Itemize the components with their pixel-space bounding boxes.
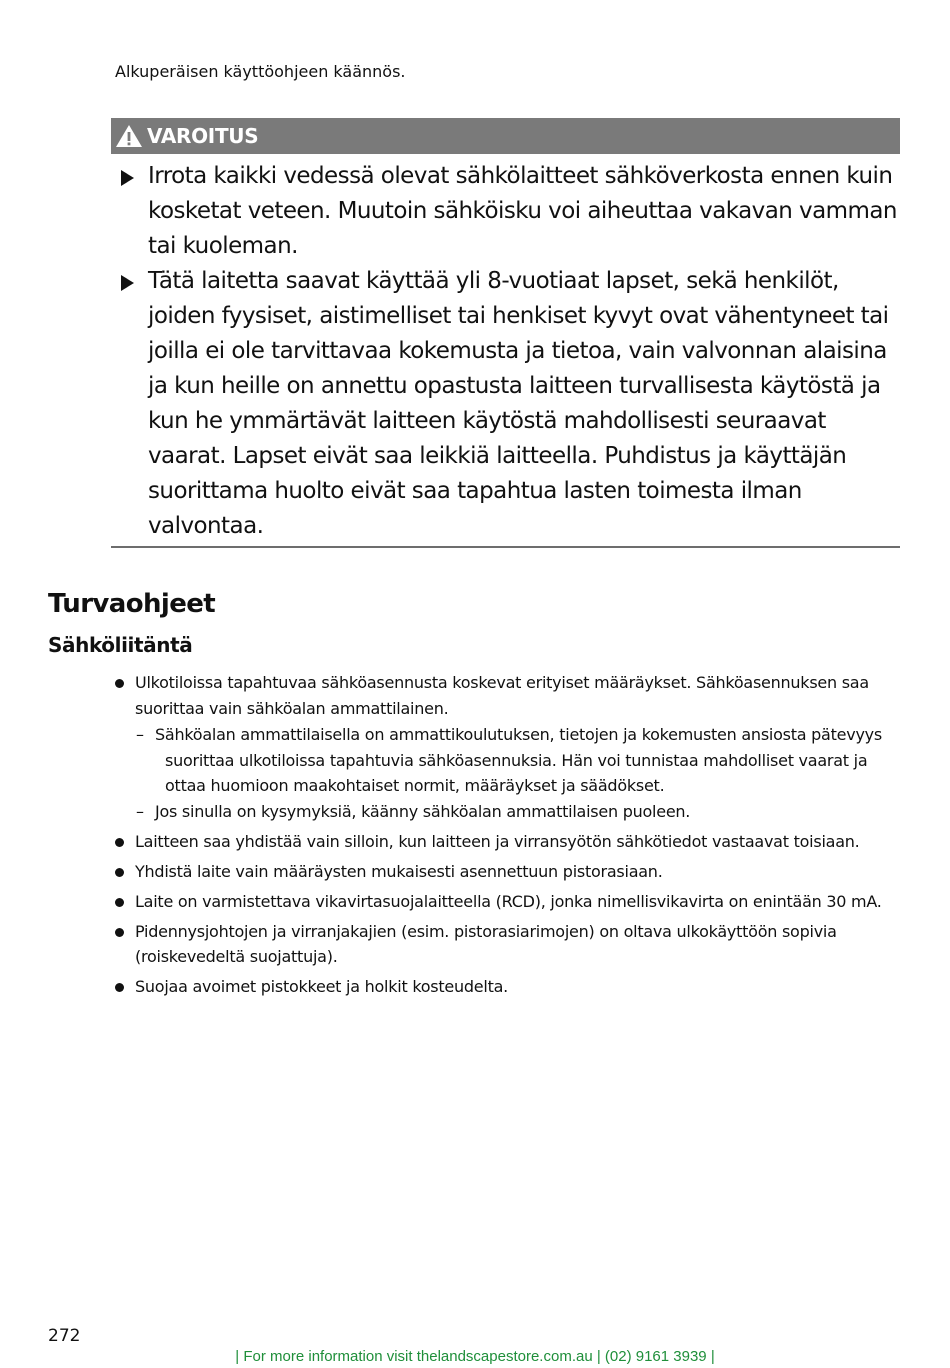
sub-list	[135, 722, 894, 824]
bullet-dot-icon	[115, 679, 124, 688]
list-item-text: Ulkotiloissa tapahtuvaa sähköasennusta koskevat erityiset määräykset. Sähköasennuksen saa suorittaa vain sähköalan ammattilainen.	[135, 673, 869, 718]
dash-icon: –	[136, 801, 144, 821]
triangle-bullet-icon	[121, 275, 134, 291]
list-item-text: Laitteen saa yhdistää vain silloin, kun laitteen ja virransyötön sähkötiedot vastaavat toisiaan.	[135, 831, 860, 851]
warning-item	[111, 264, 900, 544]
list-item-text: Laite on varmistettava vikavirtasuojalaitteella (RCD), jonka nimellisvikavirta on enintään 30 mA.	[135, 891, 882, 911]
list-item	[114, 919, 894, 970]
warning-triangle-icon	[115, 124, 143, 148]
warning-item	[111, 159, 900, 264]
list-item	[114, 974, 894, 1000]
warning-title: VAROITUS	[147, 124, 259, 148]
list-item-text: Suojaa avoimet pistokkeet ja holkit kosteudelta.	[135, 977, 508, 996]
list-item-text: Yhdistä laite vain määräysten mukaisesti asennettuun pistorasiaan.	[135, 861, 663, 881]
footer-info-link[interactable]: | For more information visit thelandscapestore.com.au | (02) 9161 3939 |	[235, 1348, 715, 1365]
warning-list	[111, 154, 900, 544]
sub-list-item-text: Jos sinulla on kysymyksiä, käänny sähköalan ammattilaisen puoleen.	[155, 801, 691, 821]
list-item-text: Pidennysjohtojen ja virranjakajien (esim. pistorasiarimojen) on oltava ulkokäyttöön sopivia (roiskevedeltä suojattuja).	[135, 921, 837, 966]
section-subtitle: Sähköliitäntä	[48, 633, 193, 657]
page-number: 272	[48, 1326, 81, 1346]
warning-header	[111, 118, 900, 154]
list-item	[114, 889, 894, 915]
warning-item-text: Irrota kaikki vedessä olevat sähkölaitteet sähköverkosta ennen kuin kosketat veteen. Muutoin sähköisku voi aiheuttaa vakavan vamman tai kuoleman.	[148, 163, 897, 259]
section-title: Turvaohjeet	[48, 589, 216, 619]
bullet-dot-icon	[115, 928, 124, 937]
warning-box	[111, 118, 900, 548]
safety-list	[114, 670, 894, 1004]
bullet-dot-icon	[115, 898, 124, 907]
bullet-dot-icon	[115, 983, 124, 992]
sub-list-item	[135, 722, 894, 799]
sub-list-item	[135, 799, 894, 825]
list-item	[114, 670, 894, 824]
dash-icon: –	[136, 725, 144, 744]
bullet-dot-icon	[115, 838, 124, 847]
list-item	[114, 859, 894, 885]
triangle-bullet-icon	[121, 170, 134, 186]
sub-list-item-text: Sähköalan ammattilaisella on ammattikoulutuksen, tietojen ja kokemusten ansiosta pätevyys suorittaa ulkotiloissa tapahtuvia sähköasennuksia. Hän voi tunnistaa mahdolliset vaarat ja ottaa huomioon maakohtaiset normit, määräykset ja säädökset.	[155, 725, 882, 795]
bullet-dot-icon	[115, 868, 124, 877]
translation-note: Alkuperäisen käyttöohjeen käännös.	[115, 62, 406, 81]
list-item	[114, 829, 894, 855]
warning-item-text: Tätä laitetta saavat käyttää yli 8-vuotiaat lapset, sekä henkilöt, joiden fyysiset, aistimelliset tai henkiset kyvyt ovat vähentyneet tai joilla ei ole tarvittavaa kokemusta ja tietoa, vain valvonnan alaisina ja kun heille on annettu opastusta laitteen turvallisesta käytöstä ja kun he ymmärtävät laitteen käytöstä mahdollisesti seuraavat vaarat. Lapset eivät saa leikkiä laitteella. Puhdistus ja käyttäjän suorittama huolto eivät saa tapahtua lasten toimesta ilman valvontaa.	[148, 268, 889, 539]
